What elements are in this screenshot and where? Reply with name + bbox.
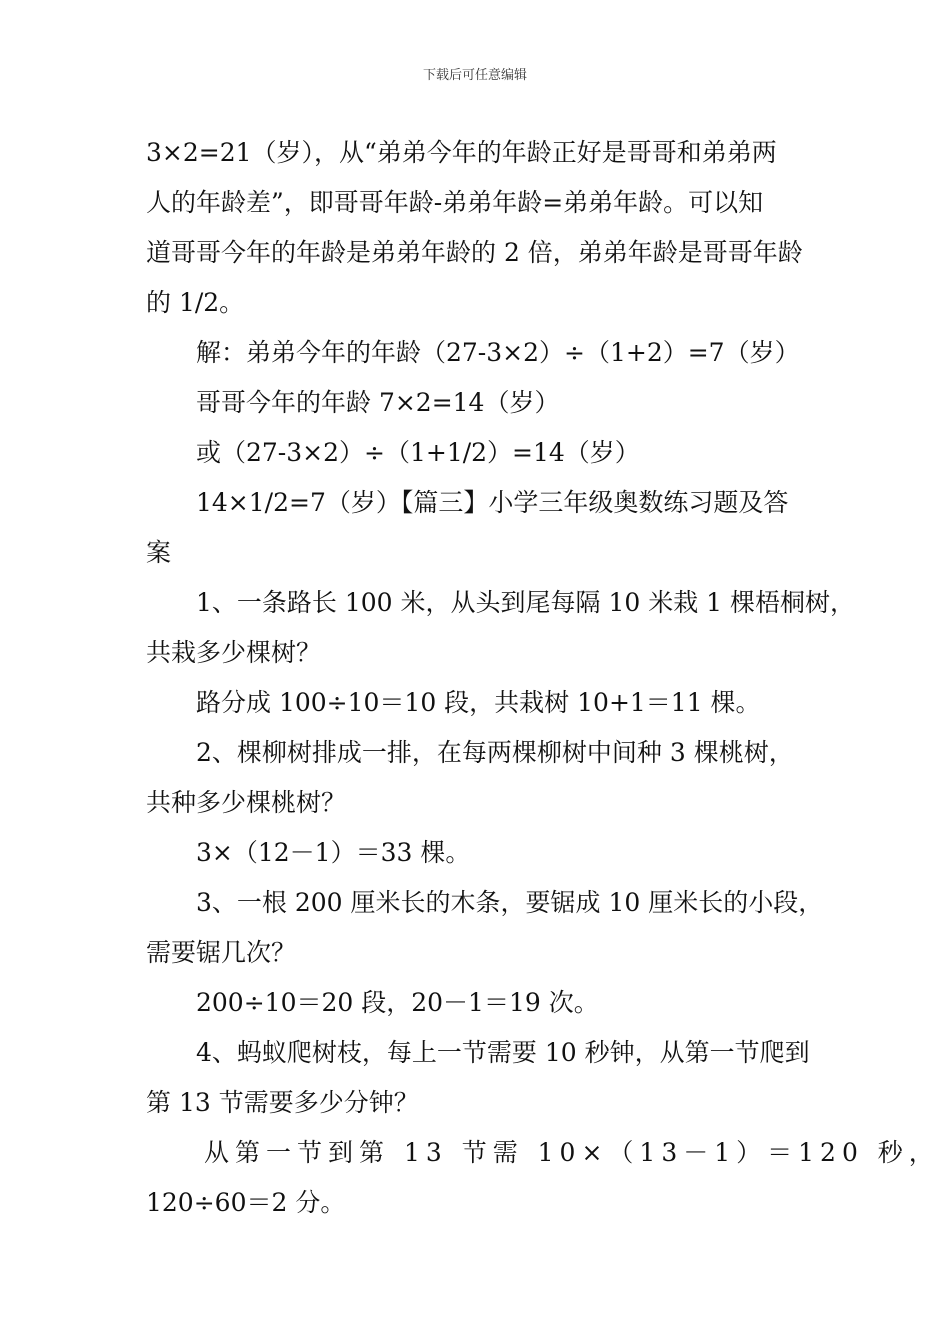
solution-line: 哥哥今年的年龄 7×2=14（岁） (196, 388, 560, 417)
answer-line: 路分成 100÷10＝10 段，共栽树 10+1＝11 棵。 (196, 688, 761, 717)
question-line: 2、棵柳树排成一排，在每两棵柳树中间种 3 棵桃树， (196, 738, 794, 767)
text-line: 需要锯几次？ (146, 938, 297, 967)
answer-line: 200÷10＝20 段，20－1＝19 次。 (196, 988, 599, 1017)
text-line: 人的年龄差”，即哥哥年龄-弟弟年龄=弟弟年龄。可以知 (146, 188, 764, 217)
text-line: 道哥哥今年的年龄是弟弟年龄的 2 倍，弟弟年龄是哥哥年龄 (146, 238, 803, 267)
text-line: 的 1/2。 (146, 288, 245, 317)
question-line: 4、蚂蚁爬树枝，每上一节需要 10 秒钟，从第一节爬到 (196, 1038, 810, 1067)
solution-line: 14×1/2=7（岁）【篇三】小学三年级奥数练习题及答 (196, 488, 789, 517)
solution-line: 或（27-3×2）÷（1+1/2）=14（岁） (196, 438, 640, 467)
text-line: 3×2=21（岁），从“弟弟今年的年龄正好是哥哥和弟弟两 (146, 138, 777, 167)
question-line: 3、一根 200 厘米长的木条，要锯成 10 厘米长的小段， (196, 888, 824, 917)
text-line: 共种多少棵桃树？ (146, 788, 347, 817)
text-line: 共栽多少棵树？ (146, 638, 322, 667)
answer-line: 从第一节到第 13 节需 10×（13－1）＝120 秒， (204, 1138, 940, 1167)
text-line: 120÷60＝2 分。 (146, 1188, 346, 1217)
solution-line: 解：弟弟今年的年龄（27-3×2）÷（1+2）=7（岁） (196, 338, 800, 367)
document-body (146, 128, 940, 1228)
question-line: 1、一条路长 100 米，从头到尾每隔 10 米栽 1 棵梧桐树， (196, 588, 856, 617)
answer-line: 3×（12－1）＝33 棵。 (196, 838, 471, 867)
text-line: 第 13 节需要多少分钟？ (146, 1088, 419, 1117)
header-note: 下载后可任意编辑 (422, 68, 527, 83)
text-line: 案 (146, 538, 172, 567)
